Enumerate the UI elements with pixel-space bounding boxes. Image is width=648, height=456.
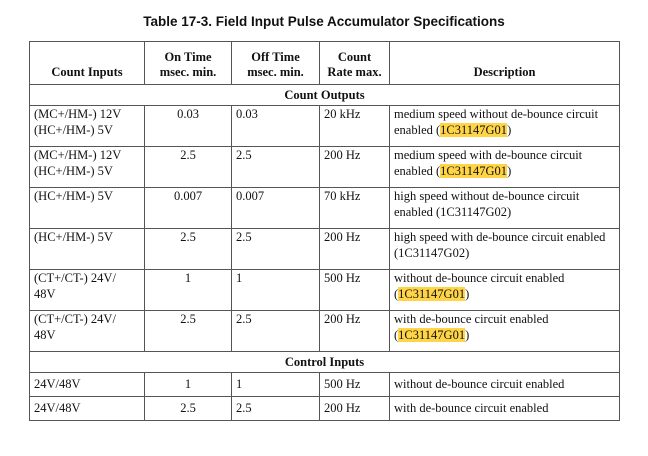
section-row-control-inputs — [30, 352, 620, 373]
cell-description: medium speed with de-bounce circuit enabled (1C31147G01) — [390, 147, 620, 188]
cell-off-time: 0.03 — [232, 106, 320, 147]
table-row — [30, 373, 620, 397]
part-number-highlight: 1C31147G01 — [440, 164, 508, 178]
cell-off-time: 2.5 — [232, 147, 320, 188]
cell-on-time: 1 — [145, 373, 232, 397]
part-number-highlight: 1C31147G01 — [440, 123, 508, 137]
section-row-count-outputs — [30, 85, 620, 106]
cell-on-time: 0.007 — [145, 188, 232, 229]
header-count-inputs: Count Inputs — [30, 42, 145, 85]
table-row — [30, 229, 620, 270]
part-number-highlight: 1C31147G01 — [398, 287, 466, 301]
table-row — [30, 397, 620, 421]
section-label: Control Inputs — [30, 352, 620, 373]
header-count-rate: Count Rate max. — [320, 42, 390, 85]
header-on-time: On Time msec. min. — [145, 42, 232, 85]
header-row — [30, 42, 620, 85]
cell-count-input: 24V/48V — [30, 397, 145, 421]
cell-on-time: 2.5 — [145, 229, 232, 270]
header-off-time: Off Time msec. min. — [232, 42, 320, 85]
table-row — [30, 188, 620, 229]
cell-on-time: 2.5 — [145, 397, 232, 421]
section-label: Count Outputs — [30, 85, 620, 106]
cell-description: without de-bounce circuit enabled — [390, 373, 620, 397]
cell-count-input: (HC+/HM-) 5V — [30, 229, 145, 270]
cell-off-time: 2.5 — [232, 397, 320, 421]
cell-description: with de-bounce circuit enabled — [390, 397, 620, 421]
table-row — [30, 311, 620, 352]
cell-description: with de-bounce circuit enabled (1C31147G01) — [390, 311, 620, 352]
cell-count-rate: 20 kHz — [320, 106, 390, 147]
cell-count-rate: 200 Hz — [320, 311, 390, 352]
cell-count-input: (CT+/CT-) 24V/ 48V — [30, 270, 145, 311]
cell-off-time: 0.007 — [232, 188, 320, 229]
cell-description: medium speed without de-bounce circuit enabled (1C31147G01) — [390, 106, 620, 147]
table-row — [30, 270, 620, 311]
cell-off-time: 1 — [232, 373, 320, 397]
cell-description: without de-bounce circuit enabled (1C31147G01) — [390, 270, 620, 311]
cell-count-input: (MC+/HM-) 12V (HC+/HM-) 5V — [30, 147, 145, 188]
specifications-table — [29, 41, 620, 421]
cell-off-time: 1 — [232, 270, 320, 311]
cell-count-input: (CT+/CT-) 24V/ 48V — [30, 311, 145, 352]
cell-on-time: 2.5 — [145, 147, 232, 188]
cell-description: high speed without de-bounce circuit enabled (1C31147G02) — [390, 188, 620, 229]
cell-on-time: 1 — [145, 270, 232, 311]
cell-count-rate: 70 kHz — [320, 188, 390, 229]
cell-count-input: 24V/48V — [30, 373, 145, 397]
cell-count-input: (HC+/HM-) 5V — [30, 188, 145, 229]
cell-description: high speed with de-bounce circuit enabled (1C31147G02) — [390, 229, 620, 270]
table-title: Table 17-3. Field Input Pulse Accumulator Specifications — [143, 14, 505, 29]
cell-count-rate: 500 Hz — [320, 270, 390, 311]
cell-on-time: 2.5 — [145, 311, 232, 352]
cell-count-input: (MC+/HM-) 12V (HC+/HM-) 5V — [30, 106, 145, 147]
cell-on-time: 0.03 — [145, 106, 232, 147]
table-row — [30, 106, 620, 147]
cell-count-rate: 200 Hz — [320, 147, 390, 188]
cell-count-rate: 500 Hz — [320, 373, 390, 397]
part-number-highlight: 1C31147G01 — [398, 328, 466, 342]
cell-off-time: 2.5 — [232, 229, 320, 270]
cell-count-rate: 200 Hz — [320, 229, 390, 270]
cell-count-rate: 200 Hz — [320, 397, 390, 421]
table-row — [30, 147, 620, 188]
cell-off-time: 2.5 — [232, 311, 320, 352]
header-description: Description — [390, 42, 620, 85]
